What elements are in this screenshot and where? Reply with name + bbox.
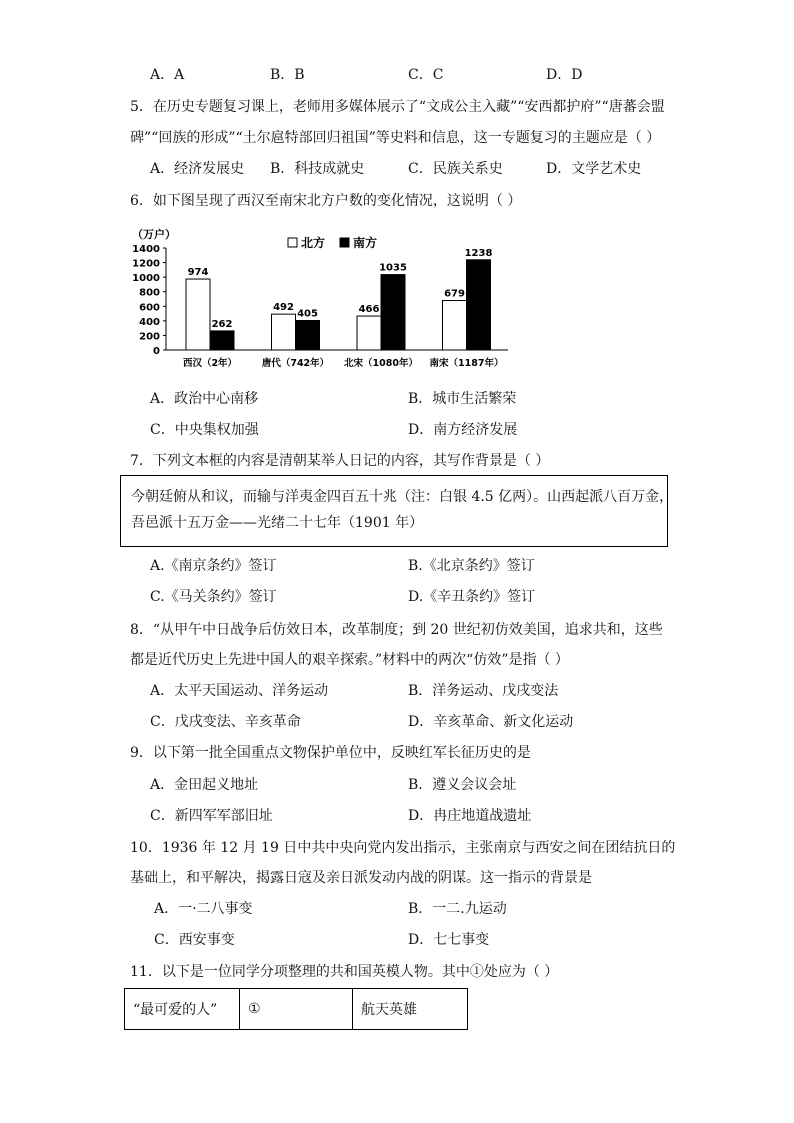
q10-option-a[interactable]: A．一·二八事变 <box>154 901 253 917</box>
chart-data-label: 492 <box>273 302 294 314</box>
q8-option-b[interactable]: B．洋务运动、戊戌变法 <box>408 683 559 699</box>
q9-options-row2 <box>150 806 670 826</box>
legend-label-south: 南方 <box>353 236 378 250</box>
q7-option-a[interactable]: A.《南京条约》签订 <box>150 558 277 574</box>
q9-option-c[interactable]: C．新四军军部旧址 <box>150 808 273 824</box>
q7-diary-textbox <box>120 475 674 547</box>
q8-stem-line1: 8．“从甲午中日战争后仿效日本，改革制度；到 20 世纪初仿效美国，追求共和，这些 <box>130 622 663 638</box>
q7-option-c[interactable]: C.《马关条约》签订 <box>150 589 277 605</box>
q4-option-d[interactable]: D．D <box>546 67 583 83</box>
legend-label-north: 北方 <box>301 236 326 250</box>
chart-data-label: 262 <box>211 318 233 330</box>
chart-y-tick-label: 0 <box>153 346 160 357</box>
q8-option-c[interactable]: C．戊戌变法、辛亥革命 <box>150 714 301 730</box>
chart-data-label: 466 <box>358 304 380 316</box>
q9-option-b[interactable]: B．遵义会议会址 <box>408 777 517 793</box>
chart-bar <box>381 275 405 350</box>
chart-data-label: 974 <box>187 267 209 279</box>
q7-box-line2: 吾邑派十五万金——光绪二十七年（1901 年） <box>131 515 424 531</box>
chart-bar <box>357 316 381 350</box>
chart-data-label: 405 <box>297 308 318 320</box>
q5-option-c[interactable]: C．民族关系史 <box>408 161 503 177</box>
legend-swatch-north <box>288 238 297 247</box>
q7-option-b[interactable]: B.《北京条约》签订 <box>408 558 535 574</box>
q5-option-b[interactable]: B．科技成就史 <box>270 161 365 177</box>
q4-option-b[interactable]: B．B <box>270 67 305 83</box>
chart-y-tick-label: 1000 <box>132 273 160 285</box>
q4-option-a[interactable]: A．A <box>150 67 185 83</box>
chart-data-label: 1035 <box>379 262 407 274</box>
q10-option-c[interactable]: C．西安事变 <box>154 932 235 948</box>
q8-options-row1 <box>150 681 670 701</box>
q7-box-line1: 今朝廷俯从和议，而输与洋夷金四百五十兆（注：白银 4.5 亿两）。山西起派八百万金， <box>131 489 674 505</box>
chart-bar <box>186 279 210 350</box>
q8-stem-line2: 都是近代历史上先进中国人的艰辛探索。”材料中的两次“仿效”是指（ ） <box>130 652 569 668</box>
q10-option-b[interactable]: B．一二.九运动 <box>408 901 507 917</box>
chart-legend <box>288 235 377 250</box>
chart-category-label: 西汉（2年） <box>182 358 238 369</box>
chart-y-tick-label: 400 <box>139 316 160 328</box>
q9-stem: 9．以下第一批全国重点文物保护单位中，反映红军长征历史的是 <box>130 745 531 761</box>
q8-option-a[interactable]: A．太平天国运动、洋务运动 <box>150 683 329 699</box>
q9-option-a[interactable]: A．金田起义地址 <box>150 777 259 793</box>
q10-stem-line1: 10．1936 年 12 月 19 日中共中央向党内发出指示，主张南京与西安之间在团结抗日的 <box>130 840 676 856</box>
chart-data-label: 1238 <box>464 247 493 259</box>
q6-options-row2 <box>150 420 670 440</box>
q5-options <box>150 159 670 179</box>
q8-option-d[interactable]: D．辛亥革命、新文化运动 <box>408 714 574 730</box>
chart-bar <box>467 260 491 350</box>
q10-option-d[interactable]: D．七七事变 <box>408 932 490 948</box>
q5-stem-line2: 碑”“回族的形成”“土尔扈特部回归祖国”等史料和信息，这一专题复习的主题应是（ ） <box>130 130 661 146</box>
chart-bar <box>443 301 467 350</box>
table-cell-most-lovable: “最可爱的人” <box>125 989 240 1030</box>
q10-stem-line2: 基础上，和平解决，揭露日寇及亲日派发动内战的阴谋。这一指示的背景是 <box>130 870 592 886</box>
legend-swatch-south <box>340 238 349 247</box>
chart-bar <box>296 320 320 350</box>
q8-options-row2 <box>150 712 670 732</box>
q6-option-d[interactable]: D．南方经济发展 <box>408 422 518 438</box>
chart-y-tick-label: 200 <box>139 331 160 343</box>
q9-option-d[interactable]: D．冉庄地道战遗址 <box>408 808 532 824</box>
chart-category-label: 唐代（742年） <box>261 358 330 369</box>
q6-option-c[interactable]: C．中央集权加强 <box>150 422 259 438</box>
chart-y-unit-label: （万户） <box>132 228 176 241</box>
q4-option-c[interactable]: C．C <box>408 67 444 83</box>
q5-stem-line1: 5．在历史专题复习课上，老师用多媒体展示了“文成公主入藏”“安西都护府”“唐蕃会盟 <box>130 99 665 115</box>
chart-y-tick-label: 600 <box>139 302 160 314</box>
q10-options-row1 <box>150 899 670 919</box>
table-cell-astronaut: 航天英雄 <box>353 989 468 1030</box>
q11-stem: 11．以下是一位同学分项整理的共和国英模人物。其中①处应为（ ） <box>130 964 559 980</box>
q7-stem: 7．下列文本框的内容是清朝某举人日记的内容，其写作背景是（ ） <box>130 453 550 469</box>
chart-y-tick-label: 1400 <box>132 244 160 255</box>
chart-category-label: 南宋（1187年） <box>429 358 504 369</box>
q7-option-d[interactable]: D.《辛丑条约》签订 <box>408 589 536 605</box>
q6-stem: 6．如下图呈现了西汉至南宋北方户数的变化情况，这说明（ ） <box>130 193 522 209</box>
q6-options-row1 <box>150 389 670 409</box>
q5-option-a[interactable]: A．经济发展史 <box>150 161 245 177</box>
q6-option-a[interactable]: A．政治中心南移 <box>150 391 259 407</box>
chart-data-label: 679 <box>444 288 465 300</box>
q4-options <box>150 65 670 85</box>
chart-y-tick-label: 1200 <box>132 258 160 270</box>
table-row <box>125 989 468 1030</box>
q6-option-b[interactable]: B．城市生活繁荣 <box>408 391 517 407</box>
q7-options-row1 <box>150 556 670 576</box>
chart-bar <box>210 331 234 350</box>
chart-bars <box>183 248 504 369</box>
chart-category-label: 北宋（1080年） <box>344 358 418 369</box>
q7-options-row2 <box>150 587 670 607</box>
q10-options-row2 <box>150 930 670 950</box>
table-cell-blank-1: ① <box>240 989 353 1030</box>
q11-heroes-table <box>124 988 468 1030</box>
q5-option-d[interactable]: D．文学艺术史 <box>546 161 642 177</box>
household-bar-chart <box>128 222 518 374</box>
chart-bar <box>272 314 296 350</box>
q9-options-row1 <box>150 775 670 795</box>
chart-y-tick-label: 800 <box>139 287 160 299</box>
